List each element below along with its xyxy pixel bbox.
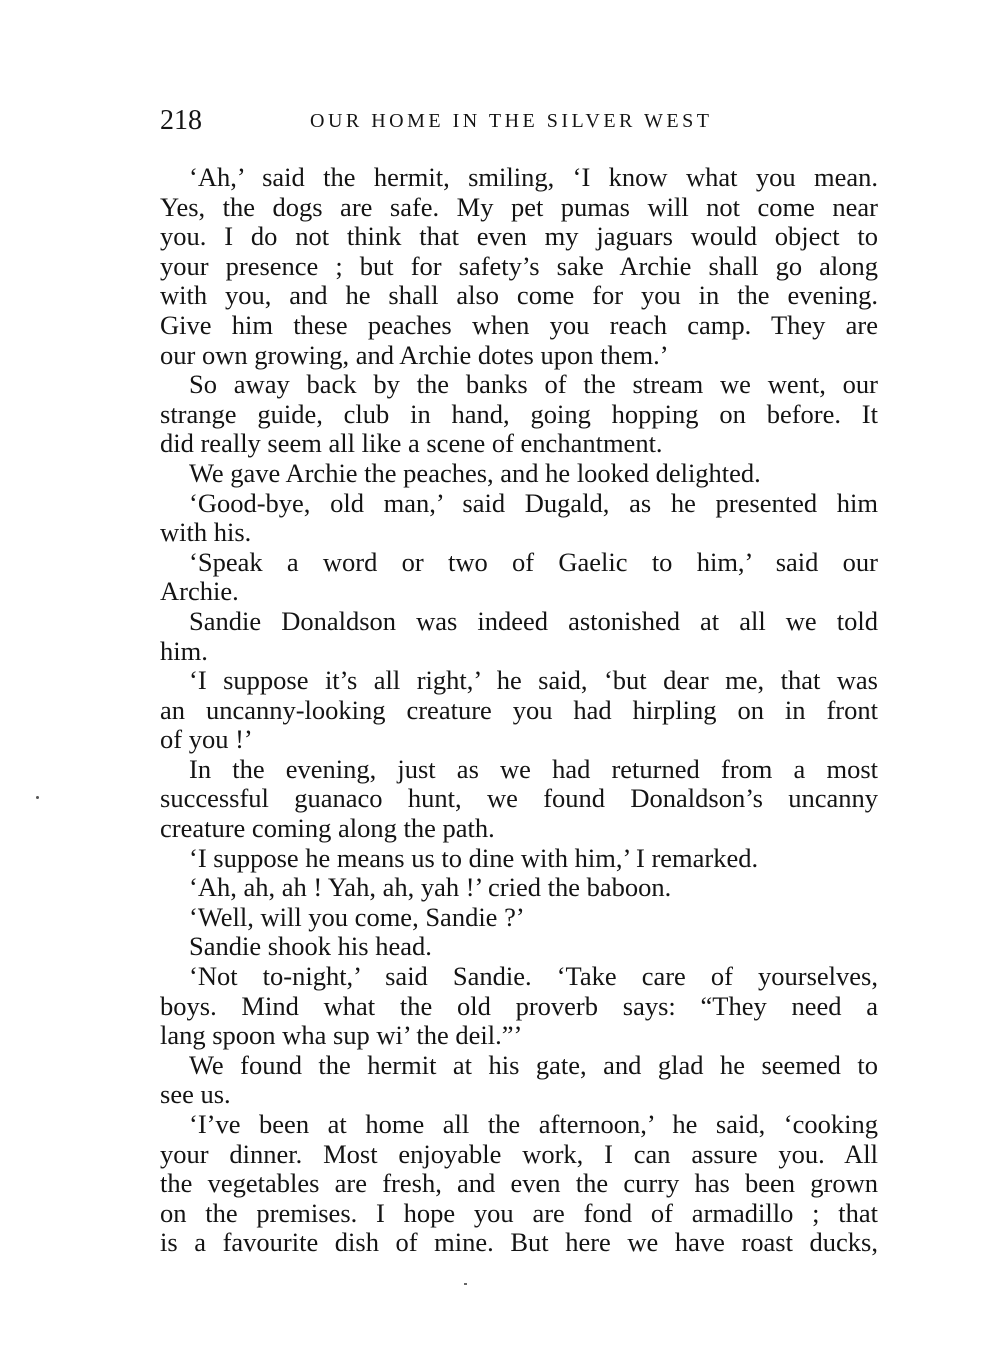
text-line: strange guide, club in hand, going hopping on before. It [160, 398, 878, 429]
text-line: We gave Archie the peaches, and he looked delighted. [189, 457, 761, 488]
footer-speck [464, 1283, 467, 1285]
text-line: ‘Well, will you come, Sandie ?’ [189, 901, 525, 932]
text-line: ‘I’ve been at home all the afternoon,’ he said, ‘cooking [189, 1109, 878, 1139]
paragraph [160, 666, 878, 755]
text-line: ‘Ah,’ said the hermit, smiling, ‘I know what you mean. [189, 162, 878, 192]
text-line: boys. Mind what the old proverb says: “They need a [160, 990, 878, 1021]
text-line: Yes, the dogs are safe. My pet pumas will not come near [160, 191, 878, 222]
text-line: In the evening, just as we had returned from a most [189, 753, 878, 784]
text-line: your dinner. Most enjoyable work, I can assure you. All [160, 1138, 878, 1169]
running-title: OUR HOME IN THE SILVER WEST [310, 110, 713, 132]
paragraph [160, 755, 878, 844]
text-line: you. I do not think that even my jaguars would object to [160, 221, 878, 252]
text-line: ‘I suppose it’s all right,’ he said, ‘but dear me, that was [189, 665, 878, 696]
text-line: is a favourite dish of mine. But here we have roast ducks, [160, 1227, 878, 1258]
paragraph [160, 844, 878, 874]
paragraph [160, 489, 878, 548]
text-line: on the premises. I hope you are fond of armadillo ; that [160, 1197, 878, 1228]
text-line: Sandie shook his head. [189, 931, 432, 962]
text-line: successful guanaco hunt, we found Donaldson’s uncanny [160, 783, 878, 814]
text-line: did really seem all like a scene of enchantment. [160, 428, 663, 459]
text-line: ‘Good-bye, old man,’ said Dugald, as he presented him [189, 487, 878, 518]
text-line: We found the hermit at his gate, and glad he seemed to [189, 1049, 878, 1080]
text-line: him. [160, 635, 208, 666]
text-line: your presence ; but for safety’s sake Archie shall go along [160, 250, 878, 281]
page-number: 218 [160, 105, 202, 136]
text-line: Give him these peaches when you reach camp. They are [160, 309, 878, 340]
text-line: with you, and he shall also come for you in the evening. [160, 280, 878, 311]
text-line: So away back by the banks of the stream we went, our [189, 369, 878, 400]
body-text [160, 163, 878, 1258]
paragraph [160, 163, 878, 370]
text-line: ‘Ah, ah, ah ! Yah, ah, yah !’ cried the baboon. [189, 872, 672, 903]
text-line: see us. [160, 1079, 231, 1110]
text-line: with his. [160, 517, 252, 548]
paragraph [160, 903, 878, 933]
paragraph [160, 932, 878, 962]
paragraph [160, 607, 878, 666]
paragraph [160, 1110, 878, 1258]
text-line: lang spoon wha sup wi’ the deil.”’ [160, 1020, 523, 1051]
text-line: ‘I suppose he means us to dine with him,’ I remarked. [189, 842, 759, 873]
text-line: an uncanny-looking creature you had hirpling on in front [160, 694, 878, 725]
text-line: creature coming along the path. [160, 813, 495, 844]
paragraph [160, 1051, 878, 1110]
text-line: our own growing, and Archie dotes upon them.’ [160, 339, 669, 370]
text-line: Archie. [160, 576, 239, 607]
paragraph [160, 962, 878, 1051]
text-line: the vegetables are fresh, and even the curry has been grown [160, 1168, 878, 1199]
text-line: ‘Not to-night,’ said Sandie. ‘Take care of yourselves, [189, 961, 878, 992]
paragraph [160, 370, 878, 459]
page-header [160, 103, 880, 139]
text-line: Sandie Donaldson was indeed astonished at all we told [189, 605, 878, 636]
text-line: of you !’ [160, 724, 253, 755]
paragraph [160, 873, 878, 903]
text-line: ‘Speak a word or two of Gaelic to him,’ said our [189, 546, 878, 577]
paragraph [160, 548, 878, 607]
paragraph [160, 459, 878, 489]
margin-speck [36, 796, 39, 799]
